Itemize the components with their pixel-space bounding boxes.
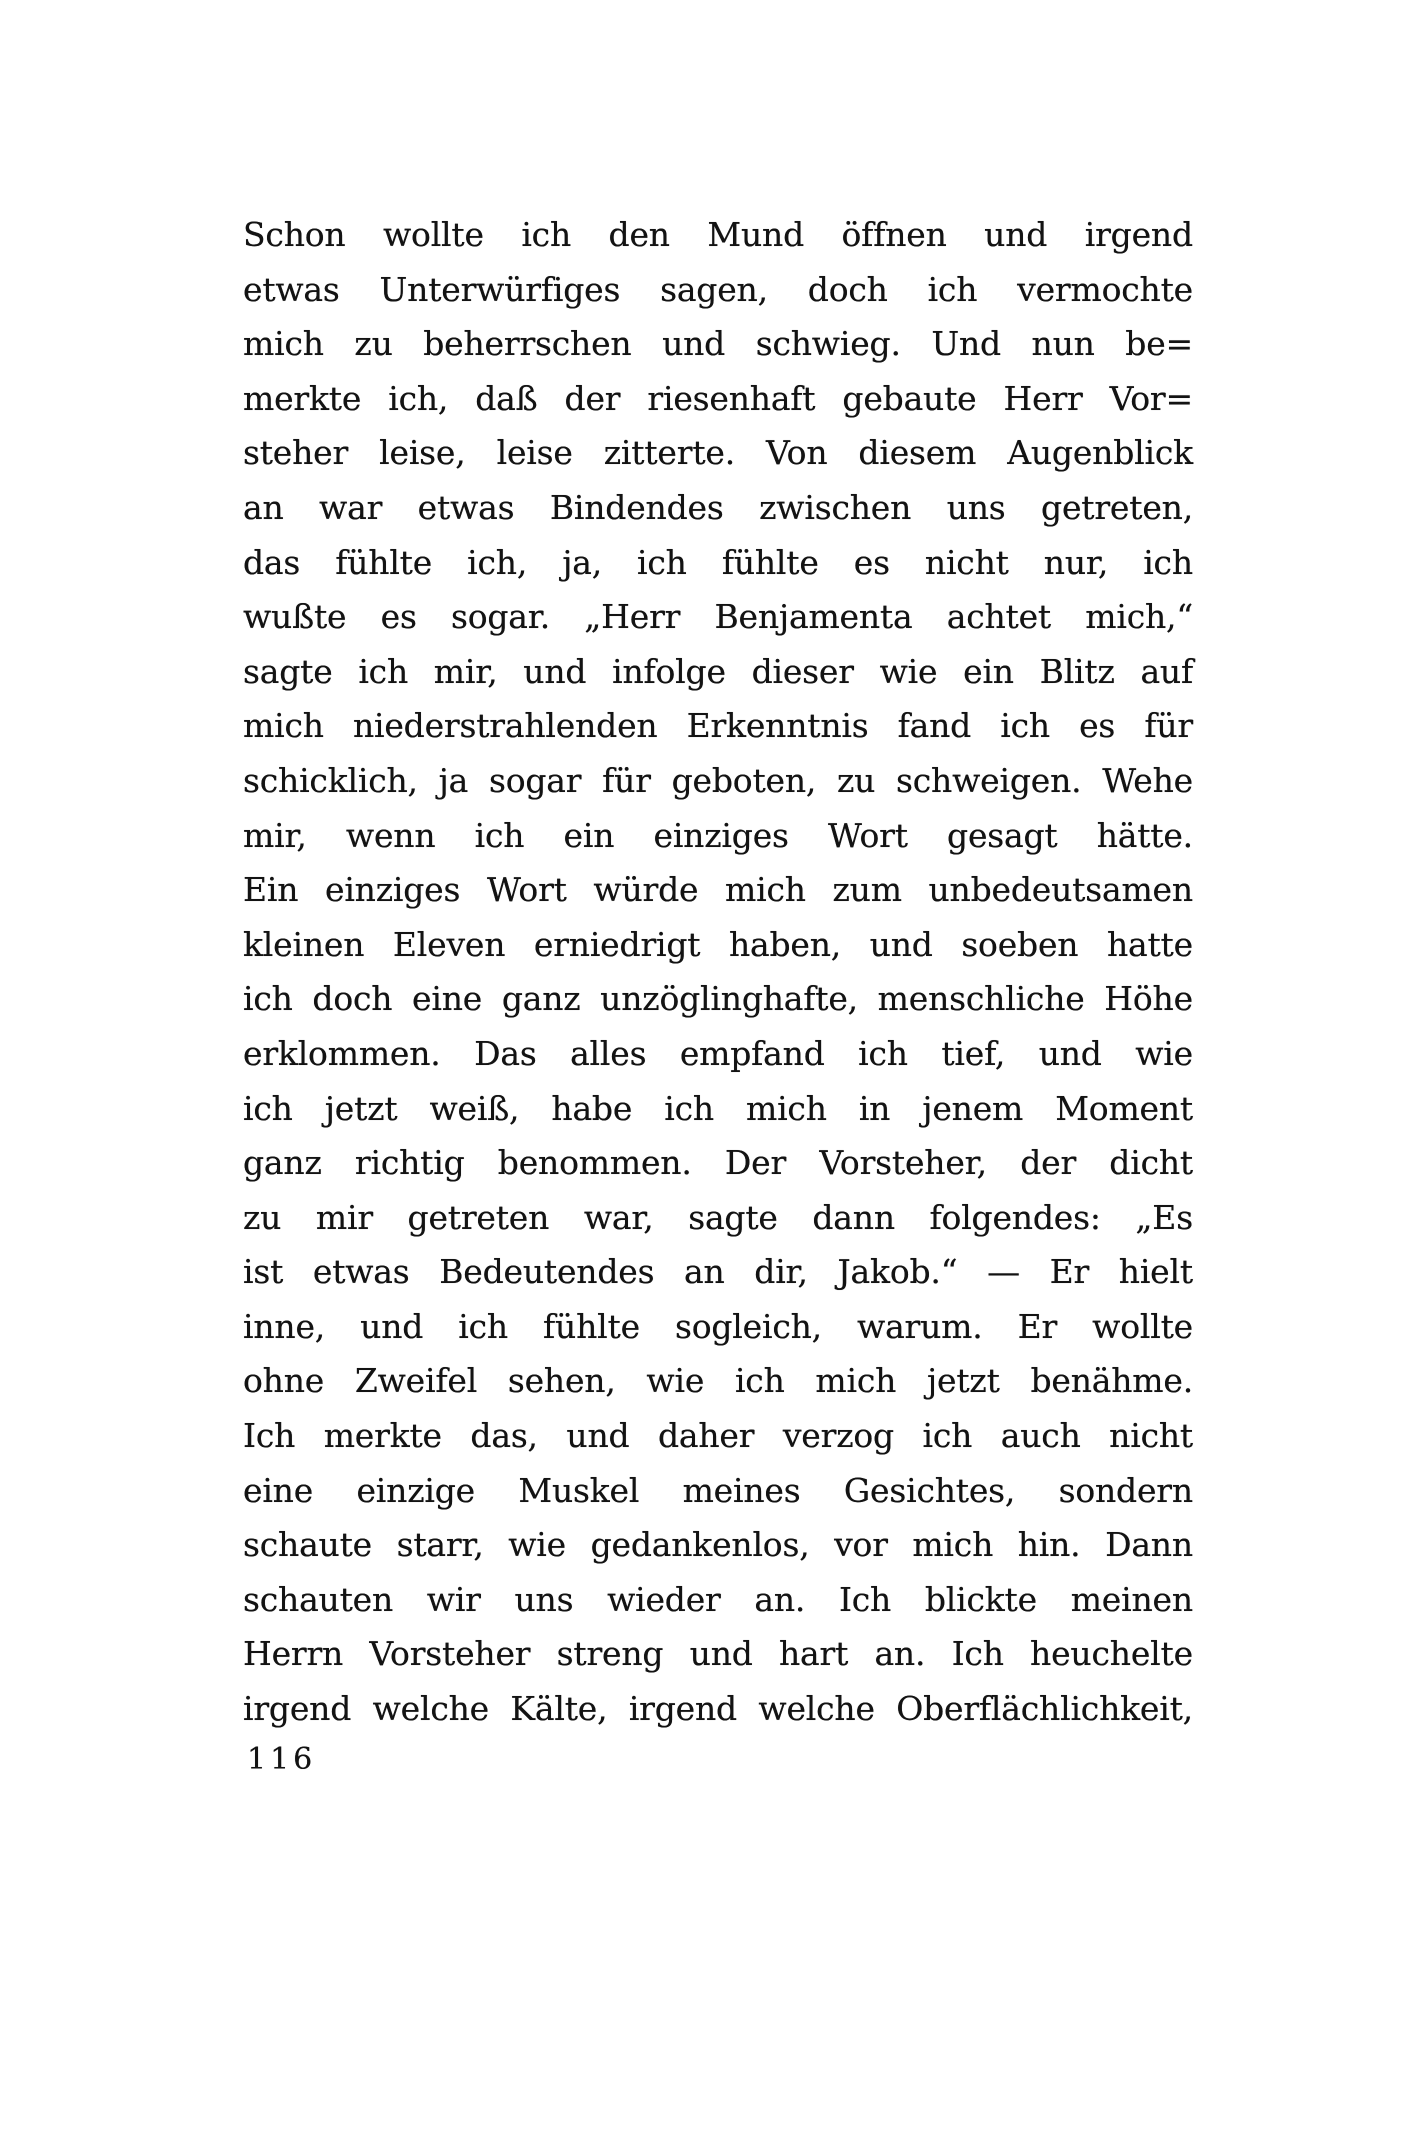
word: doch (807, 269, 888, 309)
word: und (1038, 1033, 1102, 1073)
word: fühlte (335, 542, 433, 582)
word: haben, (728, 924, 842, 964)
word: Vorsteher (369, 1634, 531, 1674)
word: wie (646, 1361, 705, 1401)
word: mich (243, 706, 324, 746)
word: Ein (243, 870, 299, 910)
word: Ich (951, 1634, 1004, 1674)
text-line (243, 918, 1193, 973)
word: erklommen. (243, 1033, 441, 1073)
word: sagte (688, 1197, 778, 1237)
word: Benjamenta (714, 597, 913, 637)
word: zitterte. (603, 433, 735, 473)
word: jenem (922, 1088, 1024, 1128)
word: Zweifel (354, 1361, 478, 1401)
word: zwischen (759, 487, 912, 527)
text-line (243, 1409, 1193, 1464)
word: öffnen (841, 215, 947, 254)
word: Eleven (392, 924, 506, 964)
word: Unterwürfiges (379, 269, 621, 309)
word: sagte (243, 651, 333, 691)
word: ich (637, 542, 687, 582)
word: hielt (1118, 1252, 1193, 1292)
word: Der (724, 1143, 787, 1183)
word: Herr (1003, 378, 1083, 418)
word: schweigen. (896, 760, 1082, 800)
word: wollte (382, 215, 484, 254)
word: sagen, (660, 269, 768, 309)
word: nicht (924, 542, 1009, 582)
word: fühlte (721, 542, 819, 582)
word: be= (1125, 324, 1193, 364)
word: Ich (243, 1416, 296, 1456)
word: starr, (396, 1525, 484, 1565)
word: Bedeutendes (439, 1252, 655, 1292)
word: getreten, (1041, 487, 1193, 527)
word: sehen, (507, 1361, 616, 1401)
word: dieser (751, 651, 854, 691)
word: Vorsteher, (819, 1143, 987, 1183)
text-line (243, 317, 1193, 372)
word: und (566, 1416, 630, 1456)
text-line (243, 1245, 1193, 1300)
word: Höhe (1104, 979, 1193, 1019)
word: wollte (1092, 1306, 1193, 1346)
word: das (243, 542, 301, 582)
word: ein (563, 815, 615, 855)
word: niederstrahlenden (352, 706, 658, 746)
word: vor (834, 1525, 888, 1565)
word: leise, (379, 433, 466, 473)
word: der (564, 378, 621, 418)
word: nur, (1043, 542, 1109, 582)
page-text-block (243, 208, 1193, 1737)
word: Gesichtes, (843, 1470, 1016, 1510)
word: Von (766, 433, 828, 473)
word: zu (243, 1197, 282, 1237)
word: blickte (924, 1579, 1037, 1619)
word: nun (1031, 324, 1095, 364)
word: etwas (312, 1252, 410, 1292)
word: uns (514, 1579, 574, 1619)
word: irgend (628, 1689, 737, 1729)
word: Vor= (1109, 378, 1193, 418)
word: Wort (828, 815, 908, 855)
word: „Es (1135, 1197, 1193, 1237)
word: menschliche (877, 979, 1085, 1019)
word: kleinen (243, 924, 365, 964)
word: gesagt (947, 815, 1058, 855)
text-line (243, 645, 1193, 700)
word: an. (874, 1634, 926, 1674)
word: folgendes: (929, 1197, 1101, 1237)
word: zum (832, 870, 902, 910)
word: diesem (858, 433, 977, 473)
word: ein (963, 651, 1014, 691)
word: ich (243, 979, 293, 1019)
word: war (319, 487, 383, 527)
word: verzog (782, 1416, 894, 1456)
word: ist (243, 1252, 284, 1292)
word: benähme. (1030, 1361, 1193, 1401)
word: mich (243, 324, 324, 364)
word: an (243, 487, 284, 527)
word: dann (812, 1197, 895, 1237)
word: mir, (433, 651, 498, 691)
word: infolge (612, 651, 726, 691)
word: wußte (243, 597, 347, 637)
word: unbedeutsamen (928, 870, 1193, 910)
word: Oberflächlichkeit, (896, 1689, 1193, 1729)
word: welche (758, 1689, 875, 1729)
word: soeben (961, 924, 1079, 964)
word: jetzt (927, 1361, 1000, 1401)
word: inne, (243, 1306, 326, 1346)
word: steher (243, 433, 349, 473)
word: alles (570, 1033, 647, 1073)
word: streng (556, 1634, 664, 1674)
word: wie (508, 1525, 566, 1565)
word: Mund (707, 215, 804, 254)
word: Das (474, 1033, 537, 1073)
word: mich (745, 1088, 827, 1128)
word: doch (312, 979, 393, 1019)
word: dicht (1109, 1143, 1193, 1183)
word: war, (583, 1197, 654, 1237)
word: Wort (486, 870, 567, 910)
word: jetzt (324, 1088, 398, 1128)
text-line (243, 426, 1193, 481)
word: ich (734, 1361, 785, 1401)
word: riesenhaft (647, 378, 816, 418)
word: unzöglinghafte, (600, 979, 858, 1019)
text-line (243, 1682, 1193, 1737)
word: welche (372, 1689, 489, 1729)
word: wieder (607, 1579, 721, 1619)
word: ja (438, 760, 469, 800)
word: es (853, 542, 890, 582)
text-line (243, 263, 1193, 318)
text-line (243, 809, 1193, 864)
word: erniedrigt (533, 924, 701, 964)
word: meines (682, 1470, 801, 1510)
text-line (243, 1300, 1193, 1355)
word: ich (927, 269, 978, 309)
word: Bindendes (549, 487, 724, 527)
word: sogar (488, 760, 582, 800)
word: merkte (243, 378, 362, 418)
word: wenn (345, 815, 436, 855)
word: Erkenntnis (686, 706, 869, 746)
text-line (243, 208, 1193, 263)
word: mich (815, 1361, 897, 1401)
word: Dann (1105, 1525, 1193, 1565)
word: hätte. (1096, 815, 1193, 855)
word: fühlte (543, 1306, 640, 1346)
word: Kälte, (510, 1689, 608, 1729)
text-line (243, 1191, 1193, 1246)
text-line (243, 754, 1193, 809)
text-line (243, 1082, 1193, 1137)
word: der (1020, 1143, 1077, 1183)
word: und (984, 215, 1048, 254)
word: eine (243, 1470, 314, 1510)
word: ganz (243, 1143, 322, 1183)
word: ich (1000, 706, 1050, 746)
word: in (858, 1088, 891, 1128)
word: Wehe (1102, 760, 1193, 800)
word: ganz (501, 979, 581, 1019)
word: benommen. (497, 1143, 692, 1183)
word: mich (912, 1525, 994, 1565)
text-line (243, 1136, 1193, 1191)
word: den (608, 215, 670, 254)
word: zu (836, 760, 876, 800)
word: mich (725, 870, 806, 910)
word: Ich (838, 1579, 892, 1619)
word: das, (470, 1416, 538, 1456)
word: ich (1143, 542, 1193, 582)
word: dir, (754, 1252, 808, 1292)
word: ich, (467, 542, 528, 582)
page-number: 116 (247, 1742, 317, 1777)
word: etwas (243, 269, 340, 309)
word: wie (879, 651, 938, 691)
word: hatte (1106, 924, 1193, 964)
word: uns (946, 487, 1006, 527)
word: Moment (1055, 1088, 1193, 1128)
word: warum. (857, 1306, 983, 1346)
word: sogleich, (674, 1306, 822, 1346)
word: Herrn (243, 1634, 344, 1674)
word: Er (1017, 1306, 1058, 1346)
word: irgend (243, 1689, 352, 1729)
word: getreten (407, 1197, 550, 1237)
word: empfand (679, 1033, 825, 1073)
word: mir, (243, 815, 307, 855)
word: ohne (243, 1361, 325, 1401)
word: achtet (946, 597, 1051, 637)
word: für (602, 760, 651, 800)
word: ich, (388, 378, 449, 418)
word: Jakob.“ (837, 1252, 958, 1292)
word: und (360, 1306, 424, 1346)
word: wir (426, 1579, 481, 1619)
word: daß (475, 378, 538, 418)
word: ich (922, 1416, 973, 1456)
word: Blitz (1039, 651, 1115, 691)
word: irgend (1084, 215, 1193, 254)
word: „Herr (584, 597, 681, 637)
word: ich (521, 215, 572, 254)
word: Augenblick (1007, 433, 1193, 473)
text-line (243, 863, 1193, 918)
word: an (684, 1252, 725, 1292)
word: auch (1000, 1416, 1081, 1456)
word: und (662, 324, 726, 364)
word: ich (664, 1088, 714, 1128)
word: schwieg. (755, 324, 901, 364)
word: ich (458, 1306, 508, 1346)
word: würde (593, 870, 699, 910)
word: — (987, 1252, 1020, 1292)
word: ich (474, 815, 525, 855)
word: schaute (243, 1525, 372, 1565)
word: ich (243, 1088, 293, 1128)
word: sondern (1058, 1470, 1193, 1510)
word: tief, (941, 1033, 1006, 1073)
word: weiß, (429, 1088, 520, 1128)
word: merkte (323, 1416, 442, 1456)
word: einzige (356, 1470, 475, 1510)
word: vermochte (1017, 269, 1193, 309)
text-line (243, 372, 1193, 427)
word: beherrschen (423, 324, 632, 364)
word: für (1144, 706, 1193, 746)
text-line (243, 1627, 1193, 1682)
word: gebaute (842, 378, 977, 418)
word: und (869, 924, 933, 964)
word: Muskel (518, 1470, 640, 1510)
word: einziges (653, 815, 789, 855)
word: es (380, 597, 417, 637)
word: meinen (1070, 1579, 1193, 1619)
word: Und (931, 324, 1001, 364)
word: daher (657, 1416, 755, 1456)
word: ich (858, 1033, 908, 1073)
word: gedankenlos, (590, 1525, 810, 1565)
word: schicklich, (243, 760, 418, 800)
word: auf (1140, 651, 1193, 691)
word: habe (551, 1088, 633, 1128)
text-line (243, 972, 1193, 1027)
word: schauten (243, 1579, 394, 1619)
word: ich (358, 651, 409, 691)
text-line (243, 1464, 1193, 1519)
word: ja, (562, 542, 602, 582)
word: und (689, 1634, 753, 1674)
word: mich,“ (1085, 597, 1193, 637)
text-line (243, 1354, 1193, 1409)
word: hart (778, 1634, 849, 1674)
word: einziges (324, 870, 461, 910)
text-line (243, 1573, 1193, 1628)
word: heuchelte (1030, 1634, 1193, 1674)
text-line (243, 590, 1193, 645)
word: Schon (243, 215, 346, 254)
word: etwas (417, 487, 515, 527)
word: richtig (354, 1143, 465, 1183)
word: zu (354, 324, 393, 364)
word: hin. (1017, 1525, 1081, 1565)
word: an. (754, 1579, 806, 1619)
word: sogar. (450, 597, 550, 637)
word: eine (412, 979, 483, 1019)
word: wie (1135, 1033, 1193, 1073)
word: Er (1049, 1252, 1090, 1292)
text-line (243, 1518, 1193, 1573)
text-line (243, 481, 1193, 536)
word: leise (496, 433, 573, 473)
word: es (1079, 706, 1116, 746)
word: fand (897, 706, 972, 746)
word: mir (315, 1197, 373, 1237)
text-line (243, 536, 1193, 591)
text-line (243, 1027, 1193, 1082)
word: und (523, 651, 587, 691)
text-line (243, 699, 1193, 754)
word: geboten, (671, 760, 817, 800)
word: nicht (1109, 1416, 1193, 1456)
